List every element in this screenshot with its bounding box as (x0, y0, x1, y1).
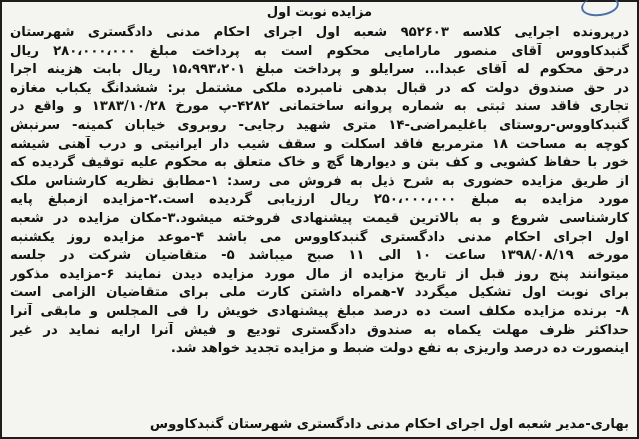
body-line: گنبدکاووس-روستای باغلیمراضی-۱۴ متری شهید رجایی- روبروی خیابان کمینه- سرنبش (10, 117, 629, 133)
signature-line: بهاری-مدیر شعبه اول اجرای احکام مدنی دادگستری شهرستان گنبدکاووس (149, 417, 629, 432)
body-line: خور با حفاظ کشویی و کف بتن و دیوارها گچ و خاک متعلق به محکوم علیه توقیف گردیده که (10, 155, 629, 171)
body-line: حداکثر ظرف مهلت یکماه به صندوق دادگستری تودیع و فیش آنرا ارایه نماید در غیر (10, 322, 629, 338)
body-line: گنبدکاووس آقای منصور مارامایی محکوم است به پرداخت مبلغ ۲۸۰،۰۰۰،۰۰۰ ریال (10, 43, 629, 59)
body-line: کوچه به مساحت ۱۸ مترمربع فاقد اسکلت و سقف شیب دار ایرانیتی و درب آهنی شیشه (10, 136, 629, 152)
body-line: مورخه ۱۳۹۸/۰۸/۱۹ ساعت ۱۰ الی ۱۱ صبح میباشد ۵- متقاضیان شرکت در جلسه (10, 248, 629, 264)
body-line: مورد مزایده به مبلغ ۲۵۰،۰۰۰،۰۰۰ ریال ارزیابی گردیده است.۲-مزایده ازمبلغ پایه (10, 192, 629, 208)
body-line: کارشناسی شروع و به بالاترین قیمت پیشنهادی فروخته میشود.۳-مکان مزایده در شعبه (10, 210, 629, 226)
body-line: میتوانند پنج روز قبل از تاریخ مزایده از مال مورد مزایده دیدن نمایند ۶-مزایده مذکور (10, 266, 629, 282)
body-line: در حق صندوق دولت که در قبال بدهی نامبرده ملکی مشتمل بر: ششدانگ یکباب مغازه (10, 80, 629, 96)
body-line: تجاری فاقد سند ثبتی به شماره پروانه ساختمانی ۴۲۸۲-پ مورخ ۱۳۸۳/۱۰/۲۸ و واقع در (10, 99, 629, 115)
body-line: از طریق مزایده حضوری به شرح ذیل به فروش می رسد: ۱-مطابق نظریه کارشناس ملک (10, 173, 629, 189)
notice-title: مزایده نوبت اول (266, 5, 373, 20)
body-line: اینصورت ده درصد واریزی به نفع دولت ضبط و مزایده تجدید خواهد شد. (170, 341, 629, 357)
body-line: اول اجرای احکام مدنی دادگستری گنبدکاووس می باشد ۴-موعد مزایده روز یکشنبه (10, 229, 629, 245)
body-line: درپرونده اجرایی کلاسه ۹۵۲۶۰۳ شعبه اول اجرای احکام مدنی دادگستری شهرستان (10, 25, 629, 40)
body-line: ۸- برنده مزایده مکلف است ده درصد مبلغ پیشنهادی خویش را فی المجلس و مابقی آنرا (10, 303, 629, 319)
body-line: درحق محکوم له آقای عبدا... سرایلو و پرداخت مبلغ ۱۵،۹۹۳،۲۰۱ ریال بابت هزینه اجرا (10, 62, 629, 78)
notice-body (10, 24, 629, 359)
body-line: برای نوبت اول تشکیل میگردد ۷-همراه داشتن کارت ملی برای متقاضیان الزامی است (10, 285, 629, 301)
